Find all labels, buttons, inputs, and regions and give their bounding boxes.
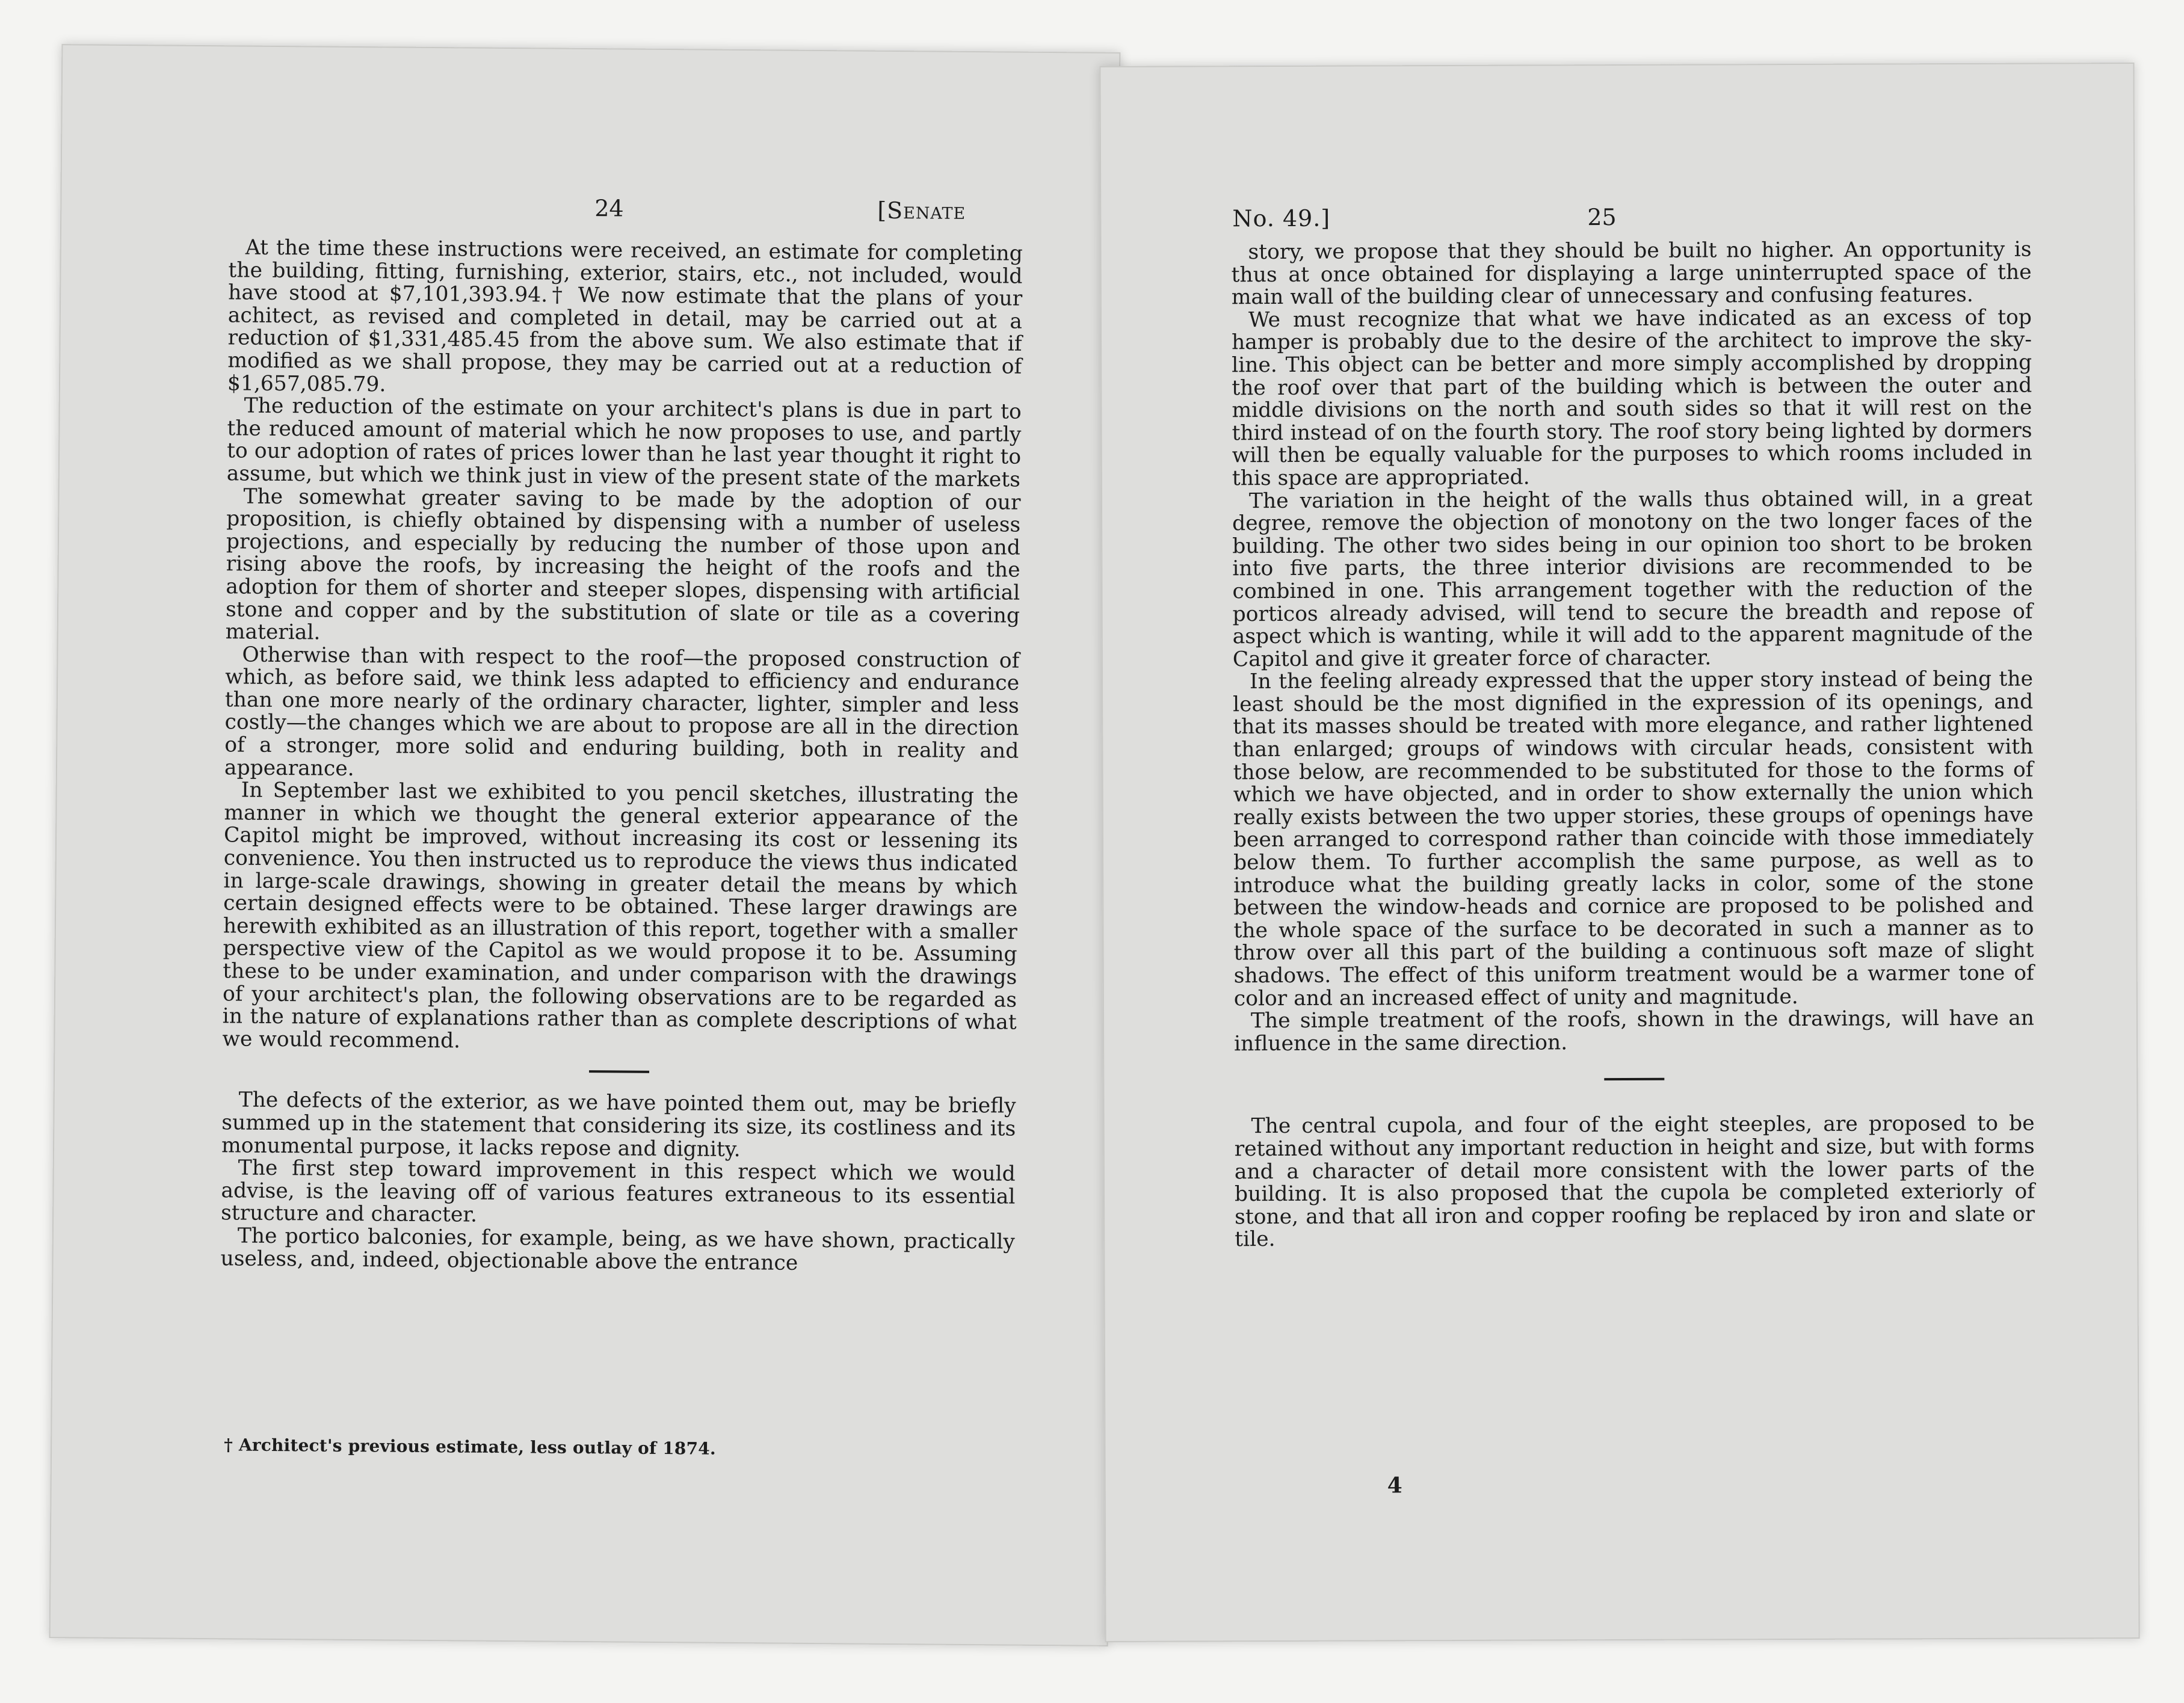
paragraph: In the feeling already expressed that the upper story instead of being the least should be the most dignified in the expression of its openings, and that its masses should be treated with more elegance, and rather lightened than enlarged; groups of windows with circular heads, consistent with those below, are recommended to be substituted for those to the forms of which we have objected, and in order to show externally the union which really exists between the two upper stories, these groups of openings have been arranged to correspond rather than coincide with those immediately below them. To further accomplish the same purpose, as well as to introduce what the building greatly lacks in color, some of the stone between the window-heads and cornice are proposed to be polished and the whole space of the surface to be decorated in such a manner as to throw over all this part of the building a continuous soft maze of slight shadows. The effect of this uniform treatment would be a warmer tone of color and an increased effect of unity and magnitude. xyxy=(1233,667,2034,1011)
section-divider xyxy=(1604,1078,1664,1080)
paragraph: Otherwise than with respect to the roof—the proposed construction of which, as before said, we think less adapted to efficiency and endurance than one more nearly of the ordinary character, lighter, simpler and less costly—the changes which we are about to propose are all in the direction of a stronger, more solid and enduring building, both in reality and appearance. xyxy=(224,642,1020,781)
signature-mark: 4 xyxy=(1387,1473,1402,1498)
page-number: 24 xyxy=(594,195,624,222)
paragraph: We must recognize that what we have indicated as an excess of top hamper is probably due to the desire of the architect to improve the sky-line. This object can be better and more simply accomplished by dropping the roof over that part of the building which is between the outer and middle divisions on the north and south sides so that it will rest on the third instead of on the fourth story. The roof story being lighted by dormers will then be equally valuable for the purposes to which rooms included in this space are appropriated. xyxy=(1231,305,2032,491)
left-page xyxy=(49,44,1121,1646)
right-body-text xyxy=(1231,239,2035,1252)
running-head: No. 49.] xyxy=(1232,205,1331,232)
footnote: † Architect's previous estimate, less outlay of 1874. xyxy=(224,1435,716,1459)
paragraph: The portico balconies, for example, being, as we have shown, practically useless, and, indeed, objectionable above the entrance xyxy=(220,1224,1015,1275)
paragraph: The defects of the exterior, as we have pointed them out, may be briefly summed up in the statement that considering its size, its costliness and its monumental purpose, it lacks repose and dignity. xyxy=(221,1088,1016,1162)
paragraph: story, we propose that they should be built no higher. An opportunity is thus at once obtained for displaying a large uninterrupted space of the main wall of the building clear of unnecessary and confusing features. xyxy=(1231,237,2032,310)
left-body-text xyxy=(220,236,1022,1276)
paragraph: The somewhat greater saving to be made by the adoption of our proposition, is chiefly obtained by dispensing with a number of useless projections, and especially by reducing the number of those upon and rising above the roofs, by increasing the height of the roofs and the adoption for them of shorter and steeper slopes, dispensing with artificial stone and copper and by the substitution of slate or tile as a covering material. xyxy=(225,484,1021,645)
paragraph: The simple treatment of the roofs, shown in the drawings, will have an influence in the same direction. xyxy=(1234,1006,2035,1056)
paragraph: The reduction of the estimate on your architect's plans is due in part to the reduced amount of material which he now proposes to use, and partly to our adoption of rates of prices lower than he last year thought it right to assume, but which we think just in view of the present state of the markets xyxy=(226,393,1022,492)
right-page xyxy=(1099,63,2139,1642)
paragraph: The variation in the height of the walls thus obtained will, in a great degree, remove the objection of monotony on the two longer faces of the building. The other two sides being in our opinion too short to be broken into five parts, the three interior divisions are recommended to be combined in one. This arrangement together with the reduction of the porticos already advised, will tend to secure the breadth and repose of aspect which is wanting, while it will add to the apparent magnitude of the Capitol and give it greater force of character. xyxy=(1232,486,2033,671)
page-number: 25 xyxy=(1587,204,1617,231)
section-divider xyxy=(589,1070,649,1073)
paragraph: The first step toward improvement in this respect which we would advise, is the leaving off of various features extraneous to its essential structure and character. xyxy=(221,1156,1016,1227)
left-page-header xyxy=(60,191,1119,235)
paragraph: The central cupola, and four of the eight steeples, are proposed to be retained without any important reduction in height and size, but with forms and a character of detail more consistent with the lower parts of the building. It is also proposed that the cupola be completed exteriorly of stone, and that all iron and copper roofing be replaced by iron and slate or tile. xyxy=(1234,1111,2035,1252)
paragraph: At the time these instructions were received, an estimate for completing the building, fitting, furnishing, exterior, stairs, etc., not included, would have stood at $7,101,393.94.† We now estimate that the plans of your achitect, as revised and completed in detail, may be carried out at a reduction of $1,331,485.45 from the above sum. We also estimate that if modified as we shall propose, they may be carried out at a reduction of $1,657,085.79. xyxy=(227,235,1023,396)
running-head: [Senate xyxy=(877,197,966,224)
paragraph: In September last we exhibited to you pencil sketches, illustrating the manner in which we thought the general exterior appearance of the Capitol might be improved, without increasing its cost or lessening its convenience. You then instructed us to reproduce the views thus indicated in large-scale drawings, showing in greater detail the means by which certain designed effects were to be obtained. These larger drawings are herewith exhibited as an illustration of this report, together with a smaller perspective view of the Capitol as we would propose it to be. Assuming these to be under examination, and under comparison with the drawings of your architect's plan, the following observations are to be regarded as in the nature of explanations rather than as complete descriptions of what we would recommend. xyxy=(222,778,1019,1053)
right-page-header xyxy=(1100,202,2135,242)
